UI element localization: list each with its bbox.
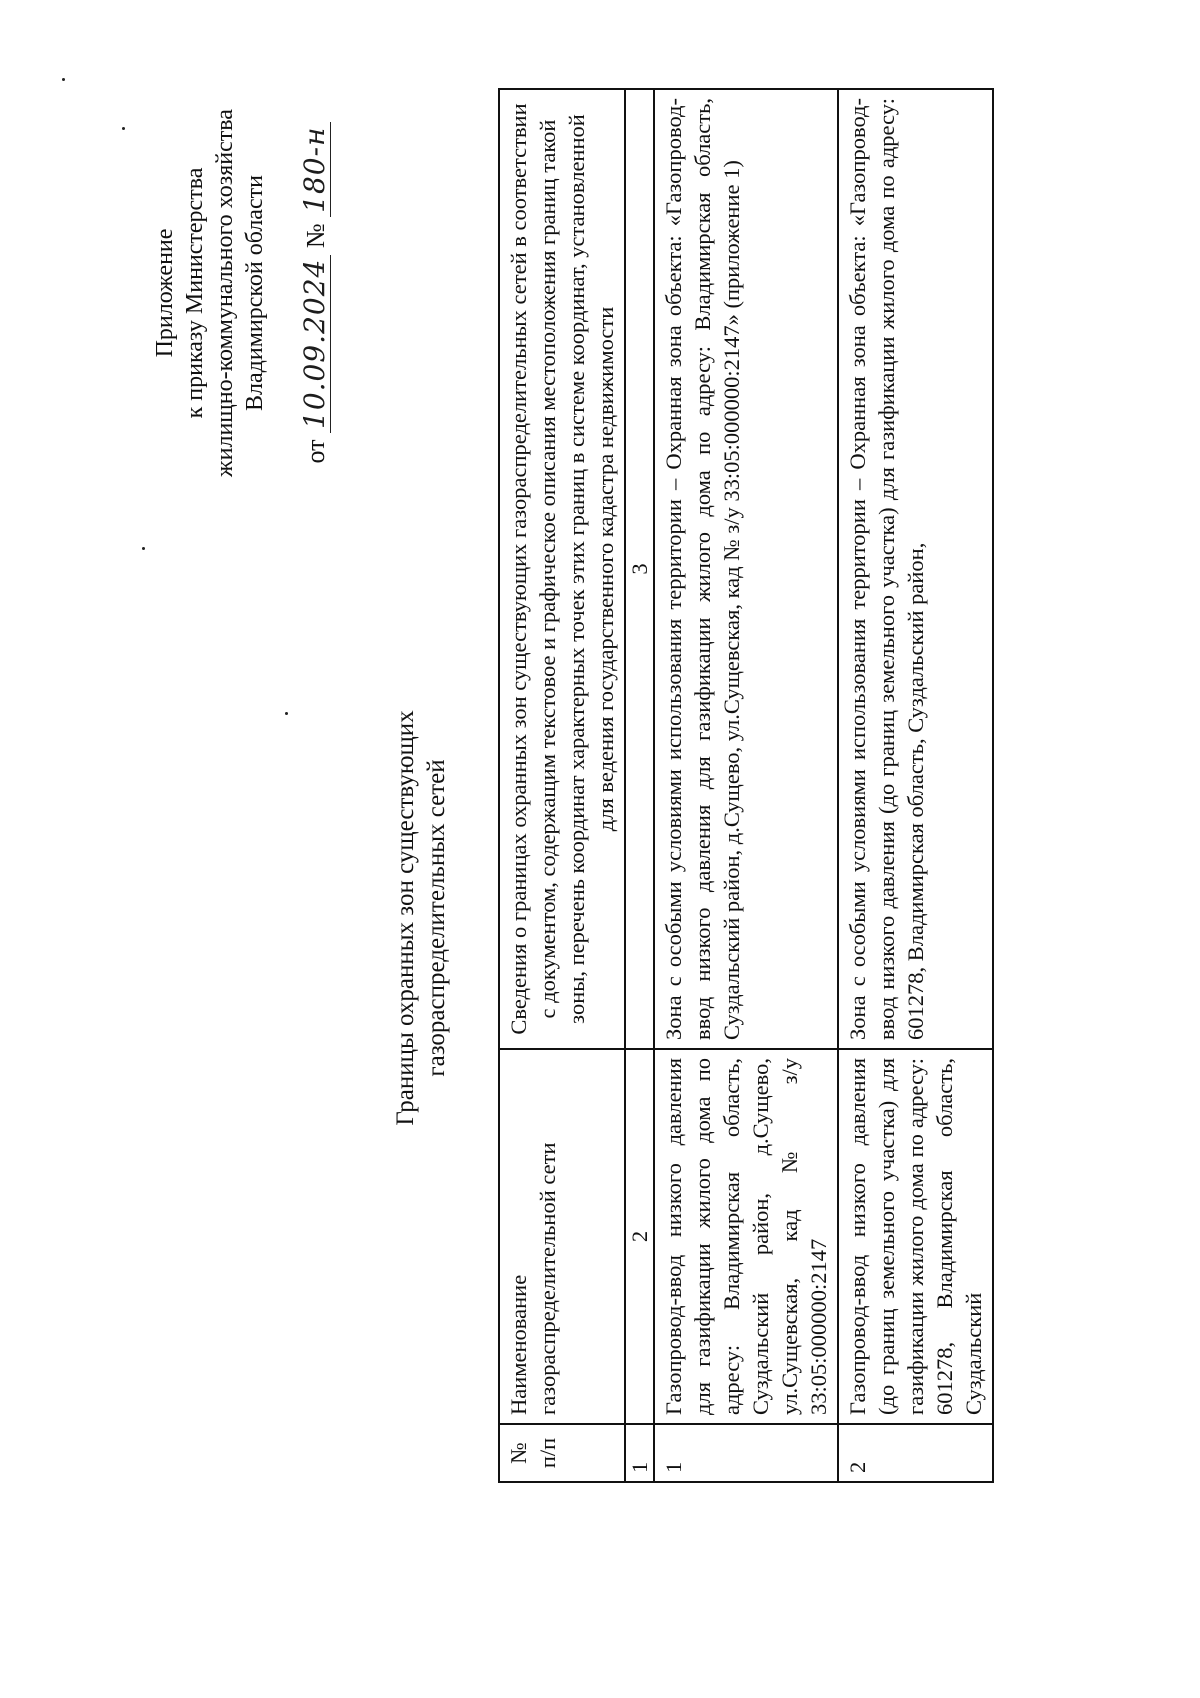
- table-header-row: [499, 89, 625, 1482]
- handwritten-order-number: 180-н: [300, 122, 331, 216]
- zone-info-cell: Зона с особыми условиями использования территории – Охранная зона объекта: «Газопровод-ввод низкого давления (до границ земельного участка) для газификации жилого дома по адресу: 601278, Владимирская область, Суздальский район,: [838, 89, 993, 1049]
- table-row: [654, 89, 838, 1482]
- header-line: к приказу Министерства: [182, 167, 208, 419]
- column-index: 1: [625, 1424, 654, 1482]
- order-date-line: [300, 83, 331, 503]
- title-line: Границы охранных зон существующих: [392, 710, 419, 1126]
- appendix-header: [150, 83, 331, 503]
- column-index: 2: [625, 1049, 654, 1424]
- header-cell-name: Наименование газораспределительной сети: [499, 1049, 625, 1424]
- network-name-cell: Газопровод-ввод низкого давления (до границ земельного участка) для газификации жилого дома по адресу: 601278, Владимирская область, Суздальский: [838, 1049, 993, 1424]
- column-index: 3: [625, 89, 654, 1049]
- scan-speck: [285, 712, 288, 715]
- row-number: 2: [838, 1424, 993, 1482]
- scan-speck: [62, 78, 65, 81]
- zone-info-cell: Зона с особыми условиями использования территории – Охранная зона объекта: «Газопровод-ввод низкого давления для газификации жилого дома по адресу: Владимирская область, Суздальский район, д.Сущево, ул.Сущевская, кад № з/у 33:05:000000:2147» (приложение 1): [654, 89, 838, 1049]
- header-line: Приложение: [152, 228, 178, 358]
- row-number: 1: [654, 1424, 838, 1482]
- handwritten-date: 10.09.2024: [300, 255, 331, 433]
- title-line: газораспределительных сетей: [423, 759, 450, 1077]
- header-cell-info: Сведения о границах охранных зон существующих газораспределительных сетей в соответствии с документом, содержащим текстовое и графическое описания местоположения границ такой зоны, перечень координат характерных точек этих границ в системе координат, установленной для ведения государственного кадастра недвижимости: [499, 89, 625, 1049]
- scan-speck: [142, 547, 145, 550]
- header-line: жилищно-коммунального хозяйства: [212, 109, 238, 477]
- header-cell-number: № п/п: [499, 1424, 625, 1482]
- network-name-cell: Газопровод-ввод низкого давления для газификации жилого дома по адресу: Владимирская область, Суздальский район, д.Сущево, ул.Сущевская, кад № з/у 33:05:000000:2147: [654, 1049, 838, 1424]
- header-line: Владимирской области: [242, 175, 268, 411]
- number-sign: №: [301, 223, 330, 249]
- protection-zones-table: [498, 88, 994, 1483]
- scan-speck: [122, 127, 125, 130]
- document-title: [390, 658, 452, 1178]
- table-row: [838, 89, 993, 1482]
- date-prefix: от: [301, 439, 330, 464]
- column-index-row: [625, 89, 654, 1482]
